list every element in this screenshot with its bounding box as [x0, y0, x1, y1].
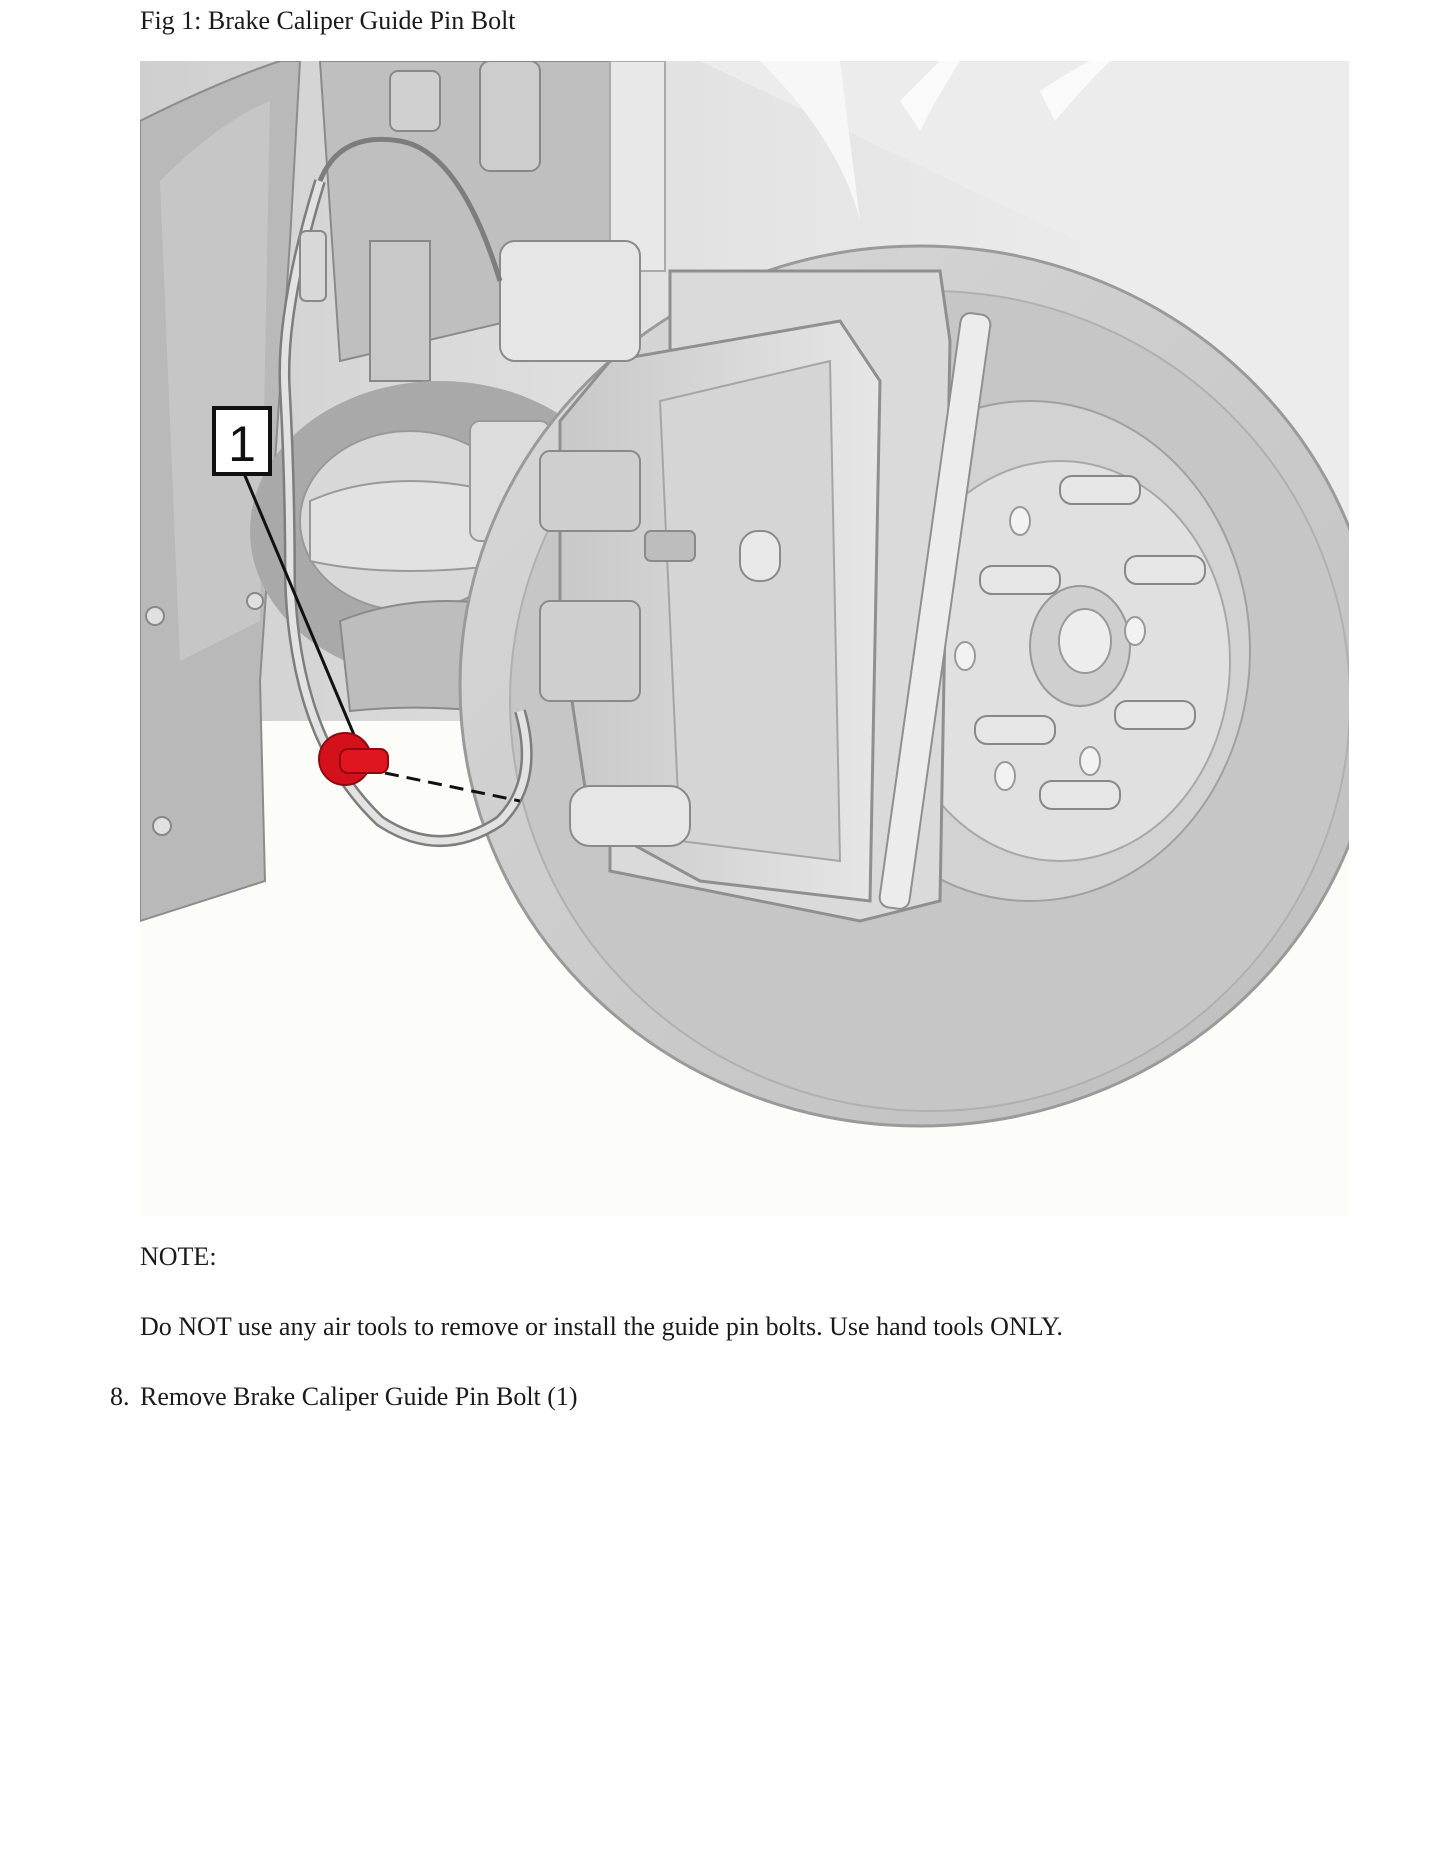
step-number: 8. — [110, 1382, 130, 1411]
list-item — [110, 1380, 578, 1414]
brake-caliper-illustration — [140, 61, 1349, 1216]
figure-caption: Fig 1: Brake Caliper Guide Pin Bolt — [140, 6, 516, 35]
note-text: Do NOT use any air tools to remove or install the guide pin bolts. Use hand tools ONLY. — [140, 1312, 1063, 1341]
callout-number: 1 — [228, 416, 256, 472]
note-label: NOTE: — [140, 1242, 217, 1271]
step-text: Remove Brake Caliper Guide Pin Bolt (1) — [140, 1382, 578, 1411]
